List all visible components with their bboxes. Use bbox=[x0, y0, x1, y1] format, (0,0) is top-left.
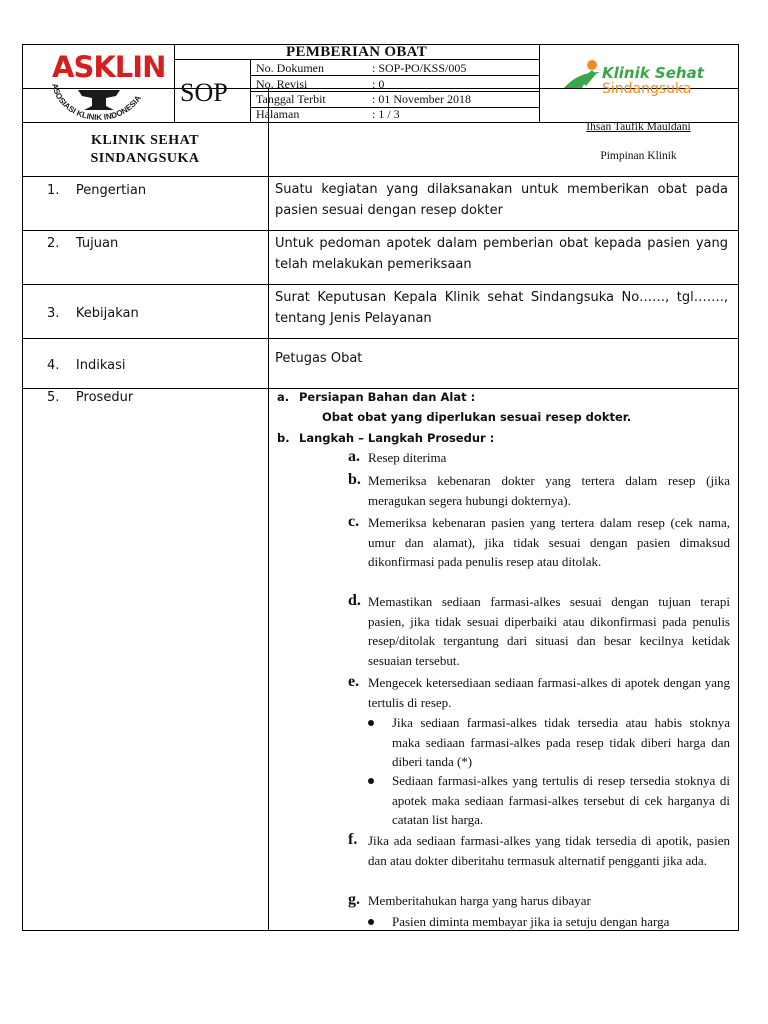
row-line-0 bbox=[22, 176, 739, 177]
asklin-logo-text: ASKLIN bbox=[52, 50, 166, 84]
meta-value-issue-date: : 01 November 2018 bbox=[372, 92, 471, 106]
step-text: Memeriksa kebenaran dokter yang tertera dalam resep (jika meragukan segera hubungi dokternya). bbox=[368, 473, 730, 508]
sub-b-marker: b. bbox=[277, 431, 290, 445]
procedure-bullet bbox=[368, 713, 730, 772]
step-text: Memastikan sediaan farmasi-alkes sesuai dengan tujuan terapi pasien, jika tidak sesuai diperbaiki atau dikonfirmasi pada penulis resep/ditolak tergantung dari situasi dan besar kecilnya ketidak sesuaian tersebut. bbox=[368, 594, 730, 668]
meta-label-doc-number: No. Dokumen bbox=[256, 61, 324, 75]
sop-label: SOP bbox=[180, 78, 228, 107]
sub-a-text: Obat obat yang diperlukan sesuai resep dokter. bbox=[322, 410, 632, 424]
bullet-text: Jika sediaan farmasi-alkes tidak tersedia atau habis stoknya maka sediaan farmasi-alkes pada resep tidak diberi harga dan diberi tanda (*) bbox=[392, 715, 730, 769]
step-text: Memeriksa kebenaran pasien yang tertera dalam resep (cek nama, umur dan alamat), jika tidak sesuai dengan pasien dimaksud dikonfirmasi pada penulis resep atau ditolak. bbox=[368, 515, 730, 569]
procedure-step bbox=[348, 471, 730, 510]
bullet-text: Pasien diminta membayar jika ia setuju dengan harga bbox=[392, 914, 670, 929]
step-text: Mengecek ketersediaan sediaan farmasi-alkes di apotek dengan yang tertulis di resep. bbox=[368, 675, 730, 710]
clinic-logo bbox=[562, 56, 732, 100]
row-text: Petugas Obat bbox=[275, 351, 363, 366]
step-letter: a. bbox=[348, 448, 360, 465]
step-letter: f. bbox=[348, 831, 358, 848]
step-letter: c. bbox=[348, 513, 360, 530]
procedure-step bbox=[348, 831, 730, 870]
anvil-icon bbox=[78, 90, 120, 110]
clinic-name-line1: KLINIK SEHAT bbox=[90, 133, 200, 148]
procedure-bullet bbox=[368, 912, 730, 930]
row-label: 4. Indikasi bbox=[47, 358, 126, 373]
step-text: Jika ada sediaan farmasi-alkes yang tidak tersedia di apotik, pasien dan atau dokter diberitahu termasuk alternatif pengganti jika ada. bbox=[368, 833, 730, 868]
step-letter: d. bbox=[348, 592, 361, 609]
procedure-bullet bbox=[368, 771, 730, 830]
step-letter: b. bbox=[348, 471, 361, 488]
body-column-divider bbox=[268, 176, 269, 931]
row-text: Untuk pedoman apotek dalam pemberian obat kepada pasien yang telah melakukan pemeriksaan bbox=[275, 236, 728, 272]
row-line-4 bbox=[22, 388, 739, 389]
procedure-step bbox=[348, 513, 730, 572]
bullet-dot-icon bbox=[368, 919, 374, 925]
procedure-step bbox=[348, 592, 730, 670]
header-divider-2 bbox=[539, 44, 540, 123]
meta-value-page: : 1 / 3 bbox=[372, 107, 400, 121]
meta-label-issue-date: Tanggal Terbit bbox=[256, 92, 326, 106]
meta-label-page: Halaman bbox=[256, 107, 300, 121]
bullet-dot-icon bbox=[368, 720, 374, 726]
asklin-logo bbox=[38, 46, 166, 120]
clinic-name-line2: SINDANGSUKA bbox=[90, 151, 200, 166]
clinic-figure-icon bbox=[562, 58, 604, 98]
procedure-step bbox=[348, 673, 730, 712]
row-label: 1. Pengertian bbox=[47, 183, 147, 198]
row-line-1 bbox=[22, 230, 739, 231]
clinic-logo-line2: Sindangsuka bbox=[602, 81, 692, 97]
document-title: PEMBERIAN OBAT bbox=[285, 44, 428, 60]
procedure-step bbox=[348, 448, 730, 468]
meta-label-revision: No. Revisi bbox=[256, 77, 308, 91]
table-border-left bbox=[22, 44, 23, 931]
asklin-arc-text: ASOSIASI KLINIK INDONESIA bbox=[50, 82, 143, 120]
signatory-role: Pimpinan Klinik bbox=[600, 150, 677, 162]
row-line-2 bbox=[22, 284, 739, 285]
row-label: 2. Tujuan bbox=[47, 236, 119, 251]
meta-value-revision: : 0 bbox=[372, 77, 385, 91]
table-border-right bbox=[738, 44, 739, 931]
clinic-logo-line1: Klinik Sehat bbox=[602, 64, 704, 82]
sub-b-title: Langkah – Langkah Prosedur : bbox=[299, 431, 495, 445]
row-text: Suatu kegiatan yang dilaksanakan untuk memberikan obat pada pasien sesuai dengan resep dokter bbox=[275, 182, 728, 218]
bullet-dot-icon bbox=[368, 778, 374, 784]
procedure-step bbox=[348, 891, 730, 911]
meta-value-doc-number: : SOP-PO/KSS/005 bbox=[372, 61, 467, 75]
row-label: 5. Prosedur bbox=[47, 390, 134, 405]
table-border-bottom bbox=[22, 930, 739, 931]
row-label: 3. Kebijakan bbox=[47, 306, 139, 321]
step-letter: g. bbox=[348, 891, 360, 908]
step-letter: e. bbox=[348, 673, 360, 690]
sub-a-title: Persiapan Bahan dan Alat : bbox=[299, 390, 476, 404]
bullet-text: Sediaan farmasi-alkes yang tertulis di resep tersedia stoknya di apotek maka sediaan farmasi-alkes tersebut di cek harganya di catatan list harga. bbox=[392, 773, 730, 827]
step-text: Memberitahukan harga yang harus dibayar bbox=[368, 893, 591, 908]
clinic-name bbox=[22, 132, 268, 168]
row-text: Surat Keputusan Kepala Klinik sehat Sindangsuka No……, tgl……., tentang Jenis Pelayanan bbox=[275, 290, 728, 326]
step-text: Resep diterima bbox=[368, 450, 447, 465]
sub-a-marker: a. bbox=[277, 390, 290, 404]
row-line-3 bbox=[22, 338, 739, 339]
signatory-name: Ihsan Taufik Mauldani bbox=[586, 121, 691, 133]
